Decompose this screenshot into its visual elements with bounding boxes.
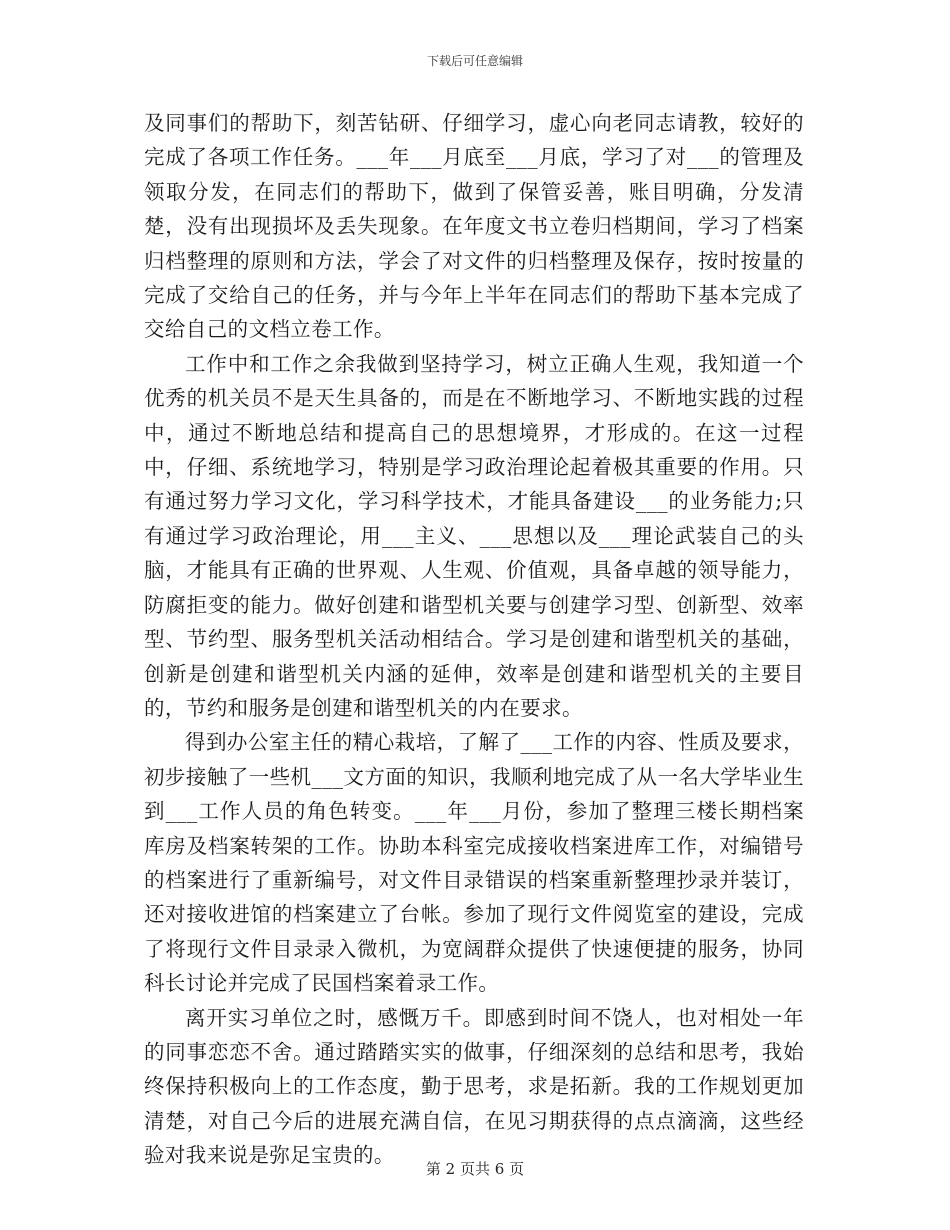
document-body	[144, 106, 804, 1173]
paragraph-1: 及同事们的帮助下，刻苦钻研、仔细学习，虚心向老同志请教，较好的完成了各项工作任务。___年___月底至___月底，学习了对___的管理及领取分发，在同志们的帮助下，做到了保管妥善，账目明确，分发清楚，没有出现损坏及丢失现象。在年度文书立卷归档期间，学习了档案归档整理的原则和方法，学会了对文件的归档整理及保存，按时按量的完成了交给自己的任务，并与今年上半年在同志们的帮助下基本完成了交给自己的文档立卷工作。	[144, 111, 804, 342]
page-header-note: 下载后可任意编辑	[426, 54, 523, 68]
page-number: 第 2 页共 6 页	[425, 1160, 525, 1178]
paragraph-2: 工作中和工作之余我做到坚持学习，树立正确人生观，我知道一个优秀的机关员不是天生具备的，而是在不断地学习、不断地实践的过程中，通过不断地总结和提高自己的思想境界，才形成的。在这一过程中，仔细、系统地学习，特别是学习政治理论起着极其重要的作用。只有通过努力学习文化，学习科学技术，才能具备建设___的业务能力;只有通过学习政治理论，用___主义、___思想以及___理论武装自己的头脑，才能具有正确的世界观、人生观、价值观，具备卓越的领导能力，防腐拒变的能力。做好创建和谐型机关要与创建学习型、创新型、效率型、节约型、服务型机关活动相结合。学习是创建和谐型机关的基础，创新是创建和谐型机关内涵的延伸，效率是创建和谐型机关的主要目的，节约和服务是创建和谐型机关的内在要求。	[144, 351, 804, 720]
paragraph-4: 离开实习单位之时，感慨万千。即感到时间不饶人，也对相处一年的同事恋恋不舍。通过踏踏实实的做事，仔细深刻的总结和思考，我始终保持积极向上的工作态度，勤于思考，求是拓新。我的工作规划更加清楚，对自己今后的进展充满自信，在见习期获得的点点滴滴，这些经验对我来说是弥足宝贵的。	[144, 1005, 804, 1168]
paragraph-3: 得到办公室主任的精心栽培，了解了___工作的内容、性质及要求，初步接触了一些机___文方面的知识，我顺利地完成了从一名大学毕业生到___工作人员的角色转变。___年___月份，参加了整理三楼长期档案库房及档案转架的工作。协助本科室完成接收档案进库工作，对编错号的档案进行了重新编号，对文件目录错误的档案重新整理抄录并装订，还对接收进馆的档案建立了台帐。参加了现行文件阅览室的建设，完成了将现行文件目录录入微机，为宽阔群众提供了快速便捷的服务，协同科长讨论并完成了民国档案着录工作。	[144, 730, 804, 996]
